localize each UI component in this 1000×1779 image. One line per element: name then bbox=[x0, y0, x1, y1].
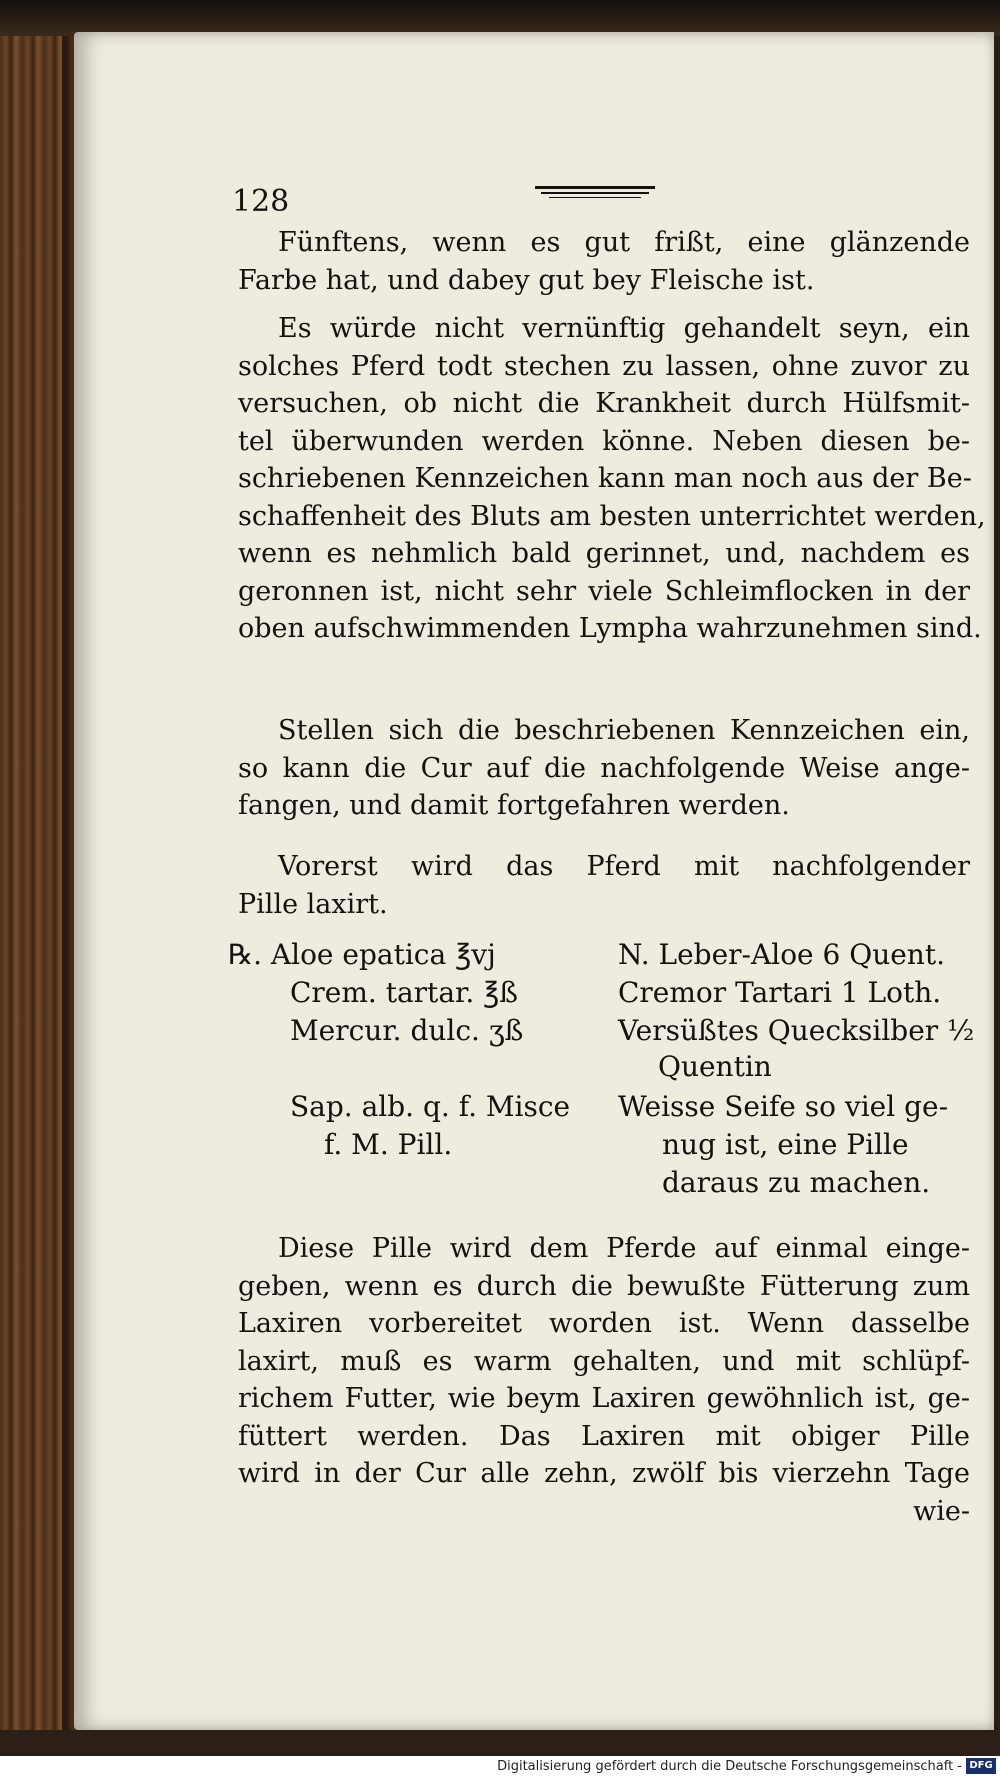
recipe-german-line: Cremor Tartari 1 Loth. bbox=[618, 976, 942, 1009]
text-line: schriebenen Kennzeichen kann man noch aus der Be- bbox=[238, 463, 972, 494]
recipe-latin-line: ℞. Aloe epatica ℥vj bbox=[228, 938, 496, 971]
text-line: Pille laxirt. bbox=[238, 888, 388, 920]
text-line: tel überwunden werden könne. Neben diesen be- bbox=[238, 425, 970, 457]
text-line: versuchen, ob nicht die Krankheit durch Hülfsmit- bbox=[238, 388, 970, 419]
text-line: Stellen sich die beschriebenen Kennzeichen ein, bbox=[278, 715, 970, 746]
paragraph-2 bbox=[238, 310, 986, 648]
text-line: geben, wenn es durch die bewußte Fütterung zum bbox=[238, 1270, 970, 1302]
page-number: 128 bbox=[232, 184, 290, 219]
recipe-latin-line: Sap. alb. q. f. Misce bbox=[290, 1090, 571, 1123]
digitization-credit: Digitalisierung gefördert durch die Deutsche Forschungsgemeinschaft - bbox=[497, 1759, 962, 1774]
paragraph-closing bbox=[238, 1230, 970, 1530]
paragraph-1 bbox=[238, 224, 970, 299]
text-line: füttert werden. Das Laxiren mit obiger Pille bbox=[238, 1420, 970, 1452]
recipe-german-line: Weisse Seife so viel ge- bbox=[618, 1090, 949, 1123]
text-line: fangen, und damit fortgefahren werden. bbox=[238, 790, 790, 821]
top-background bbox=[0, 0, 1000, 36]
catchword: wie- bbox=[913, 1495, 970, 1527]
recipe-german-line: N. Leber-Aloe 6 Quent. bbox=[618, 938, 945, 971]
text-line: richem Futter, wie beym Laxiren gewöhnlich ist, ge- bbox=[238, 1383, 970, 1414]
recipe-german-line: nug ist, eine Pille bbox=[662, 1128, 909, 1161]
paragraph-3 bbox=[238, 712, 970, 825]
recipe-latin-line: Crem. tartar. ℥ß bbox=[290, 976, 518, 1009]
recipe-latin-line: f. M. Pill. bbox=[324, 1128, 453, 1161]
text-line: so kann die Cur auf die nachfolgende Weise ange- bbox=[238, 752, 970, 784]
text-line: Vorerst wird das Pferd mit nachfolgender bbox=[278, 851, 970, 882]
text-line: Es würde nicht vernünftig gehandelt seyn, ein bbox=[278, 313, 970, 344]
header-ornament bbox=[535, 186, 655, 202]
recipe-german-line: Quentin bbox=[658, 1050, 772, 1083]
text-line: solches Pferd todt stechen zu lassen, ohne zuvor zu bbox=[238, 350, 970, 382]
text-line: oben aufschwimmenden Lympha wahrzunehmen sind. bbox=[238, 613, 982, 644]
text-line: Farbe hat, und dabey gut bey Fleische ist. bbox=[238, 264, 815, 296]
text-line: Diese Pille wird dem Pferde auf einmal einge- bbox=[278, 1233, 970, 1264]
text-line: Laxiren vorbereitet worden ist. Wenn dasselbe bbox=[238, 1308, 970, 1339]
text-line: laxirt, muß es warm gehalten, und mit schlüpf- bbox=[238, 1345, 970, 1377]
recipe-latin-line: Mercur. dulc. ʒß bbox=[290, 1014, 524, 1047]
text-line: schaffenheit des Bluts am besten unterrichtet werden, bbox=[238, 500, 986, 532]
text-line: wird in der Cur alle zehn, zwölf bis vierzehn Tage bbox=[238, 1458, 970, 1489]
dfg-logo: DFG bbox=[966, 1758, 996, 1774]
text-line: geronnen ist, nicht sehr viele Schleimflocken in der bbox=[238, 575, 970, 607]
recipe-german-line: daraus zu machen. bbox=[662, 1166, 931, 1199]
paragraph-4 bbox=[238, 848, 970, 923]
text-line: Fünftens, wenn es gut frißt, eine glänzende bbox=[278, 227, 970, 258]
text-line: wenn es nehmlich bald gerinnet, und, nachdem es bbox=[238, 538, 970, 569]
recipe-german-line: Versüßtes Quecksilber ½ bbox=[618, 1014, 975, 1047]
